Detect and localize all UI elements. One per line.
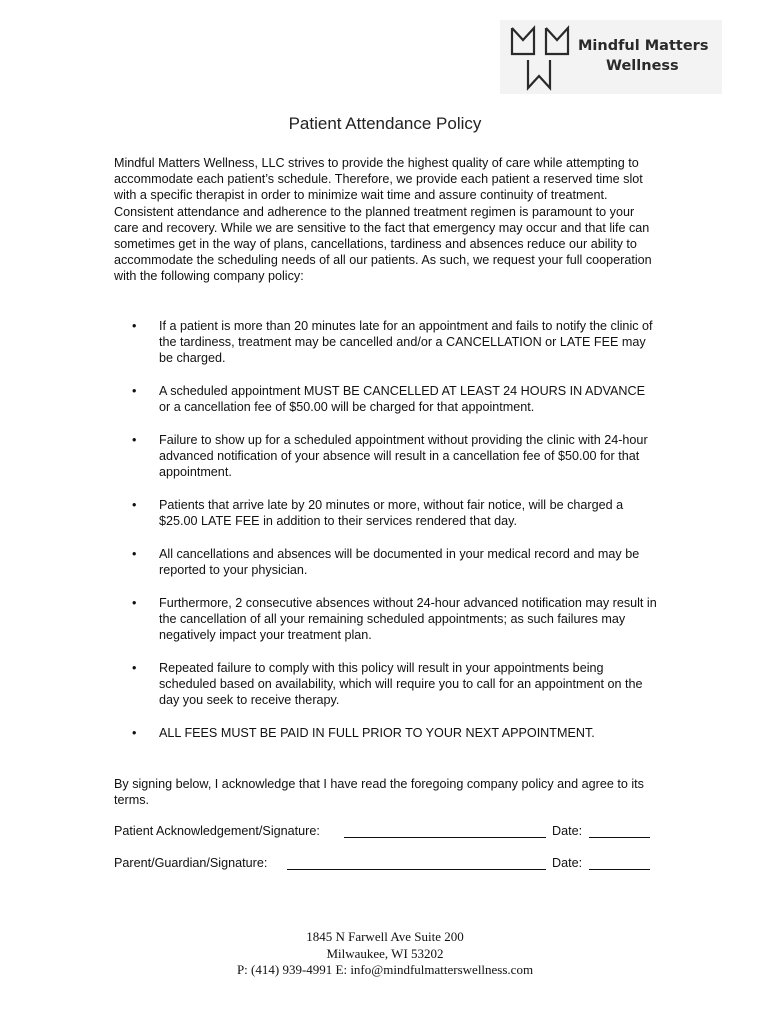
policy-item: • Patients that arrive late by 20 minutes or more, without fair notice, will be charged a $25.00 LATE FEE in addition to their services rendered that day.	[114, 497, 659, 529]
guardian-date-label: Date:	[552, 856, 583, 870]
policy-item: • If a patient is more than 20 minutes late for an appointment and fails to notify the clinic of the tardiness, treatment may be cancelled and/or a CANCELLATION or LATE FEE may be charged.	[114, 318, 659, 367]
patient-signature-label: Patient Acknowledgement/Signature:	[114, 824, 320, 838]
policy-item: • Failure to show up for a scheduled appointment without providing the clinic with 24-hour advanced notification of your absence will result in a cancellation fee of $50.00 for that appointment.	[114, 432, 659, 481]
guardian-signature-field[interactable]	[287, 855, 546, 870]
page-title: Patient Attendance Policy	[288, 114, 482, 133]
footer-contact	[0, 929, 770, 979]
logo-wordmark	[578, 36, 718, 76]
policy-item: • Repeated failure to comply with this policy will result in your appointments being scheduled based on availability, which will require you to call for an appointment on the day you seek to receive therapy.	[114, 660, 659, 709]
policy-item: • ALL FEES MUST BE PAID IN FULL PRIOR TO YOUR NEXT APPOINTMENT.	[114, 725, 659, 741]
policy-item: • Furthermore, 2 consecutive absences without 24-hour advanced notification may result in the cancellation of all your remaining scheduled appointments; as such failures may negatively impact your treatment plan.	[114, 595, 659, 644]
patient-date-field[interactable]	[589, 823, 650, 838]
footer-address-line-1: 1845 N Farwell Ave Suite 200	[306, 929, 464, 944]
logo-line-2: Wellness	[606, 58, 679, 74]
patient-signature-field[interactable]	[344, 823, 546, 838]
policy-item: • All cancellations and absences will be documented in your medical record and may be reported to your physician.	[114, 546, 659, 578]
footer-address-line-2: Milwaukee, WI 53202	[326, 945, 444, 961]
company-logo	[500, 20, 722, 94]
patient-signature-row	[114, 823, 659, 839]
patient-date-label: Date:	[552, 824, 583, 838]
footer-contact-line: P: (414) 939-4991 E: info@mindfulmatterswellness.com	[236, 962, 534, 977]
guardian-signature-row	[114, 855, 659, 871]
guardian-date-field[interactable]	[589, 855, 650, 870]
guardian-signature-label: Parent/Guardian/Signature:	[114, 856, 268, 870]
intro-paragraph: Mindful Matters Wellness, LLC strives to provide the highest quality of care while attempting to accommodate each patient’s schedule. Therefore, we provide each patient a reserved time slot with a specific therapist in order to minimize wait time and assure continuity of treatment. Consistent attendance and adherence to the planned treatment regimen is paramount to your care and recovery. While we are sensitive to the fact that emergency may occur and that life can sometimes get in the way of plans, cancellations, tardiness and absences reduce our ability to accommodate the scheduling needs of all our patients. As such, we request your full cooperation with the following company policy:	[114, 156, 652, 284]
policy-item: • A scheduled appointment MUST BE CANCELLED AT LEAST 24 HOURS IN ADVANCE or a cancellation fee of $50.00 will be charged for that appointment.	[114, 383, 659, 415]
policy-list	[114, 318, 659, 758]
mm-logo-icon	[508, 24, 574, 92]
logo-line-1: Mindful Matters	[578, 38, 709, 54]
acknowledgement-text: By signing below, I acknowledge that I have read the foregoing company policy and agree to its terms.	[114, 777, 644, 808]
